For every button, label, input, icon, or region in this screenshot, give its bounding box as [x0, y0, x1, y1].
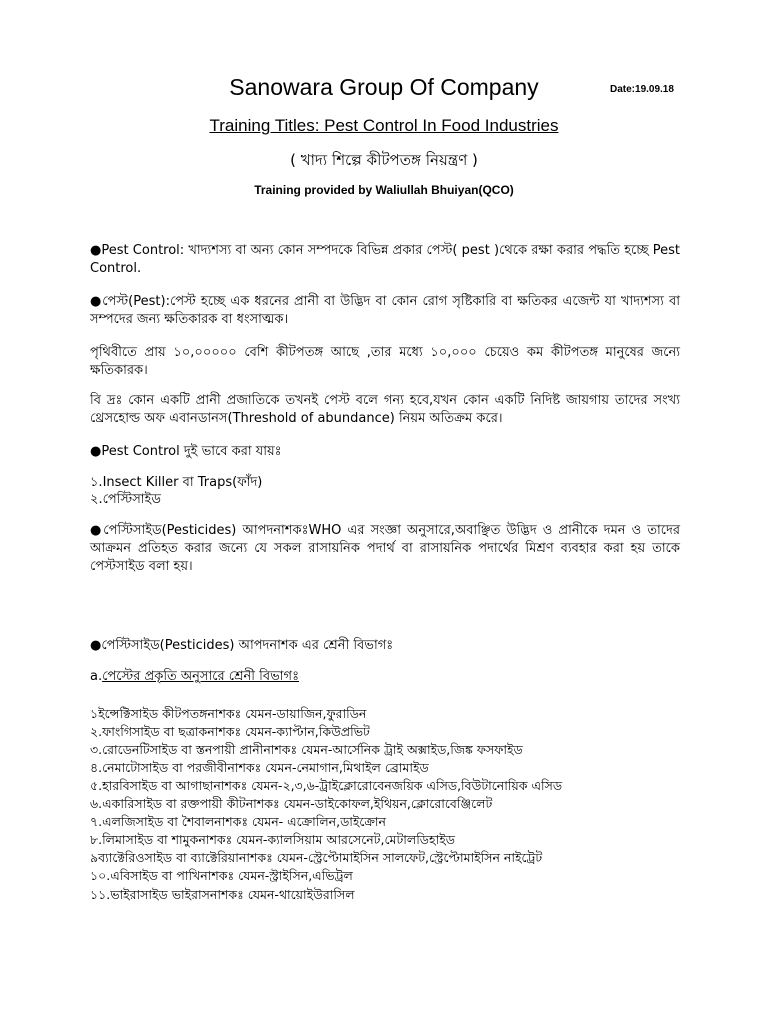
subheading-prefix: a. — [90, 669, 103, 684]
list-item: ৮.লিমাসাইড বা শামুকনাশকঃ যেমন-ক্যালসিয়াম আরসেনেট,মেটালডিহাইড — [90, 832, 455, 847]
list-item: ১০.এবিসাইড বা পাখিনাশকঃ যেমন-স্ট্রাইসিন,এভিট্রল — [90, 868, 353, 883]
training-title — [0, 115, 768, 137]
classification-subheading — [90, 668, 680, 686]
list-item: ৫.হারবিসাইড বা আগাছানাশকঃ যেমন-২,৩,৬-ট্রাইক্লোরোবেনজয়িক এসিড,বিউটানোয়িক এসিড — [90, 778, 563, 793]
pest-count-note: পৃথিবীতে প্রায় ১০,০০০০০ বেশি কীটপতঙ্গ আছে ,তার মধ্যে ১০,০০০ চেয়েও কম কীটপতঙ্গ মানুষের জন্যে ক্ষতিকারক। — [90, 345, 680, 378]
trainer-credit: Training provided by Waliullah Bhuiyan(QCO) — [254, 183, 514, 197]
pesticide-classification-heading: ●পেস্টিসাইড(Pesticides) আপদনাশক এর শ্রেনী বিভাগঃ — [90, 638, 394, 653]
document-date: Date:19.09.18 — [610, 84, 674, 95]
threshold-note: বি দ্রঃ কোন একটি প্রানী প্রজাতিকে তখনই পেস্ট বলে গন্য হবে,যখন কোন একটি নিদিষ্ট জায়গায় তাদের সংখ্য থ্রেসহোল্ড অফ এবানডানস(Threshold of abundance) নিয়ম অতিক্রম করে। — [90, 393, 680, 426]
list-item: ৪.নেমাটোসাইড বা পরজীবীনাশকঃ যেমন-নেমাগান,মিথাইল ব্রোমাইড — [90, 760, 429, 775]
list-item: ৭.এলজিসাইড বা শৈবালনাশকঃ যেমন- এক্রোলিন,ডাইক্রোন — [90, 814, 386, 829]
pest-control-definition: ●Pest Control: খাদ্যশস্য বা অন্য কোন সম্পদকে বিভিন্ন প্রকার পেস্ট( pest )থেকে রক্ষা করার পদ্ধতি হচ্ছে Pest Control. — [90, 243, 680, 276]
training-title-text: Training Titles: Pest Control In Food Industries — [209, 116, 559, 135]
company-title: Sanowara Group Of Company — [229, 74, 539, 100]
list-item: ৬.একারিসাইড বা রক্তপায়ী কীটনাশকঃ যেমন-ডাইকোফল,ইথিয়ন,ক্লোরোবেঞ্জিলেট — [90, 796, 493, 811]
list-item: ২.ফাংগিসাইড বা ছত্রাকনাশকঃ যেমন-ক্যাপ্টান,কিউপ্রভিট — [90, 724, 370, 739]
list-item: ১১.ভাইরাসাইড ভাইরাসনাশকঃ যেমন-থায়োইউরাসিল — [90, 887, 355, 902]
pesticide-definition: ●পেস্টিসাইড(Pesticides) আপদনাশকঃWHO এর সংজ্ঞা অনুসারে,অবাঞ্ছিত উদ্ভিদ ও প্রানীকে দমন ও তাদের আক্রমন প্রতিহত করার জন্যে যে সকল রাসায়নিক পদার্থ বা রাসায়নিক পদার্থের মিশ্রণ ব্যবহার করা হয় তাকে পেস্টসাইড বলা হয়। — [90, 523, 680, 574]
subheading-text: পেস্টের প্রকৃতি অনুসারে শ্রেনী বিভাগঃ — [102, 669, 299, 684]
method-item-2: ২.পেস্টিসাইড — [90, 492, 161, 507]
pest-definition: ●পেস্ট(Pest):পেস্ট হচ্ছে এক ধরনের প্রানী বা উদ্ভিদ বা কোন রোগ সৃষ্টিকারি বা ক্ষতিকর এজেন্ট যা খাদ্যশস্য বা সম্পদের জন্য ক্ষতিকারক বা ধংসাত্মক। — [90, 294, 680, 327]
list-item: ৯ব্যাক্টেরিওসাইড বা ব্যাক্টেরিয়ানাশকঃ যেমন-স্ট্রেপ্টোমাইসিন সালফেট,স্ট্রেপ্টোমাইসিন নাইট্রেট — [90, 850, 543, 865]
bengali-subtitle: ( খাদ্য শিল্পে কীটপতঙ্গ নিয়ন্ত্রণ ) — [290, 151, 478, 169]
pest-control-methods-heading: ●Pest Control দুই ভাবে করা যায়ঃ — [90, 444, 282, 459]
list-item: ৩.রোডেনটিসাইড বা স্তনপায়ী প্রানীনাশকঃ যেমন-আর্সেনিক ট্রাই অক্সাইড,জিঙ্ক ফসফাইড — [90, 742, 523, 757]
list-item: ১ইন্সেক্টিসাইড কীটপতঙ্গনাশকঃ যেমন-ডায়াজিন,ফুরাডিন — [90, 706, 367, 721]
method-item-1: ১.Insect Killer বা Traps(ফাঁদ) — [90, 475, 263, 490]
